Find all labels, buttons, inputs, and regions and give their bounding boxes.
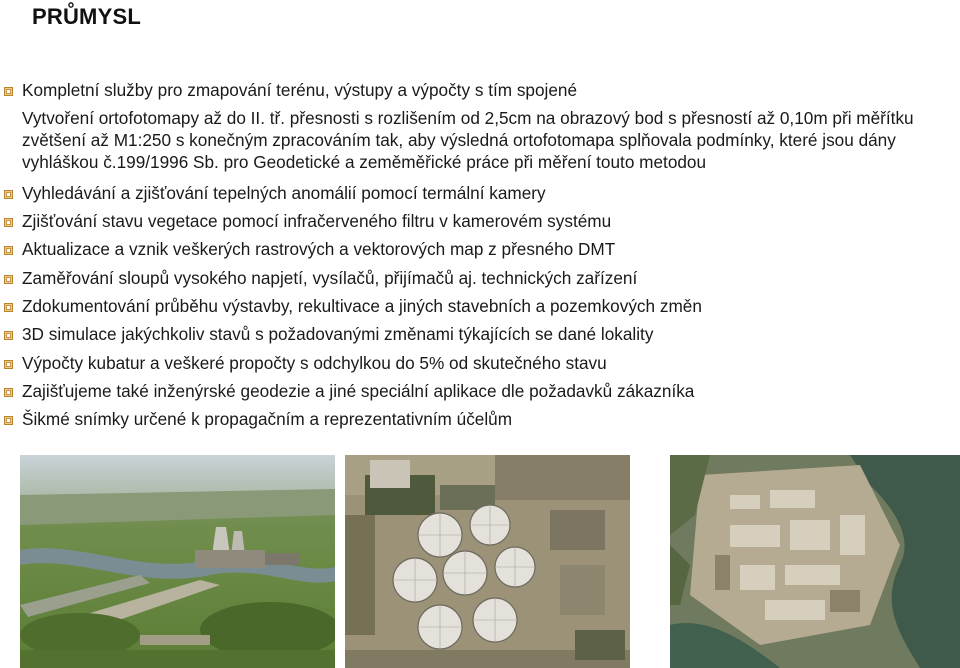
bullet-marker-icon (4, 190, 13, 199)
bullet-text: Zajišťujeme také inženýrské geodezie a jiné speciální aplikace dle požadavků zákazníka (22, 381, 695, 401)
bullet-marker-icon (4, 331, 13, 340)
aerial-photo-power-plant (20, 455, 335, 668)
bullet-marker-icon (4, 218, 13, 227)
slide-title: PRŮMYSL (32, 4, 141, 29)
bullet-marker-icon (4, 416, 13, 425)
bullet-marker-icon (4, 246, 13, 255)
bullet-marker-icon (4, 360, 13, 369)
bullet-text: Vytvoření ortofotomapy až do II. tř. přesnosti s rozlišením od 2,5cm na obrazový bod s přesností až 0,10m při měřítku zvětšení až M1:250 s konečným zpracováním tak, aby výsledná ortofotomapa splňovala podmínky, které jsou dány vyhláškou č.199/1996 Sb. pro Geodetické a zeměměřické práce při měření touto metodou (22, 108, 914, 172)
bullet-text: Aktualizace a vznik veškerých rastrových a vektorových map z přesného DMT (22, 239, 616, 259)
bullet-text: Výpočty kubatur a veškeré propočty s odchylkou do 5% od skutečného stavu (22, 353, 607, 373)
photo-strip (0, 455, 960, 668)
bullet-marker-icon (4, 87, 13, 96)
bullet-text: Kompletní služby pro zmapování terénu, výstupy a výpočty s tím spojené (22, 80, 578, 100)
bullet-text: Zaměřování sloupů vysokého napjetí, vysílačů, přijímačů aj. technických zařízení (22, 268, 638, 288)
bullet-marker-icon (4, 303, 13, 312)
bullet-text: Šikmé snímky určené k propagačním a reprezentativním účelům (22, 409, 513, 429)
bullet-text: Vyhledávání a zjišťování tepelných anomálií pomocí termální kamery (22, 183, 546, 203)
bullet-text: 3D simulace jakýchkoliv stavů s požadovanými změnami týkajících se dané lokality (22, 324, 654, 344)
bullet-text: Zjišťování stavu vegetace pomocí infračerveného filtru v kamerovém systému (22, 211, 612, 231)
bullet-marker-icon (4, 275, 13, 284)
aerial-photo-industrial-tanks (345, 455, 630, 668)
bullet-text: Zdokumentování průběhu výstavby, rekultivace a jiných stavebních a pozemkových změn (22, 296, 702, 316)
bullet-marker-icon (4, 388, 13, 397)
aerial-photo-river-industrial-area (670, 455, 960, 668)
